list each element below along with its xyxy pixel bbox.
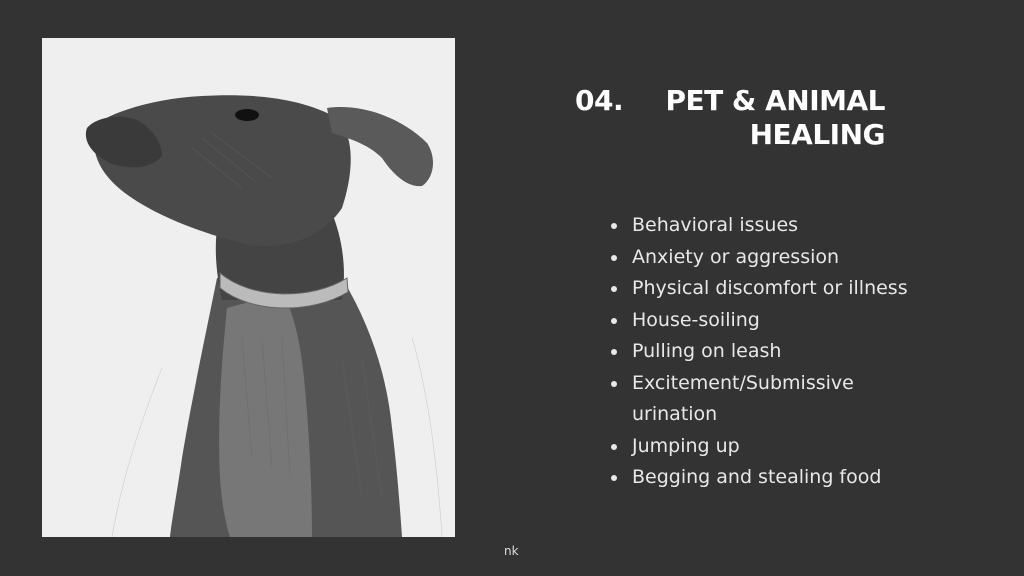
- footer-initials: nk: [504, 544, 519, 558]
- bullet-item: Physical discomfort or illness: [610, 273, 970, 305]
- title-line-1: PET & ANIMAL: [665, 84, 885, 117]
- bullet-item: Anxiety or aggression: [610, 242, 970, 274]
- title-line-2: HEALING: [749, 118, 885, 151]
- dog-sketch-illustration: [42, 38, 455, 537]
- section-number: 04.: [575, 84, 624, 117]
- bullet-item: House-soiling: [610, 305, 970, 337]
- bullet-item: Pulling on leash: [610, 336, 970, 368]
- bullet-list: [610, 210, 970, 494]
- bullet-item: Begging and stealing food: [610, 462, 970, 494]
- slide-title: [575, 84, 885, 152]
- bullet-item: Jumping up: [610, 431, 970, 463]
- bullet-item: Behavioral issues: [610, 210, 970, 242]
- bullet-item: Excitement/Submissive urination: [610, 368, 922, 431]
